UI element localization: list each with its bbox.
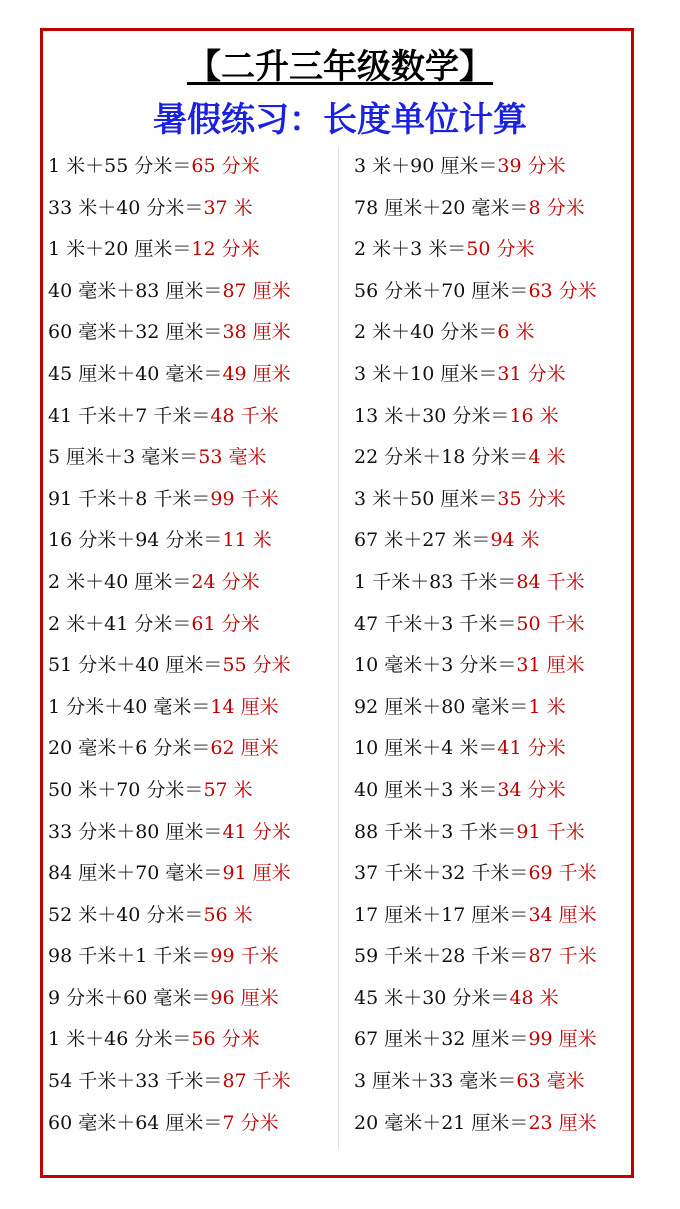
exercise-question: 10 毫米＋3 分米＝ [354, 654, 517, 677]
exercise-question: 22 分米＋18 分米＝ [354, 446, 529, 469]
exercise-answer: 8 分米 [528, 196, 585, 219]
exercise-answer: 63 毫米 [516, 1070, 585, 1093]
exercise-answer: 6 米 [497, 321, 535, 344]
exercise-answer: 7 分米 [222, 1111, 279, 1134]
exercise-question: 78 厘米＋20 毫米＝ [354, 196, 529, 219]
exercise-row [354, 729, 597, 771]
exercise-row [48, 605, 291, 647]
exercise-answer: 55 分米 [222, 654, 291, 677]
exercise-question: 60 毫米＋64 厘米＝ [48, 1111, 223, 1134]
left-exercise-column [48, 147, 291, 1145]
exercise-question: 98 千米＋1 千米＝ [48, 945, 211, 968]
exercise-row [354, 521, 597, 563]
exercise-row [354, 937, 597, 979]
exercise-row [354, 813, 597, 855]
exercise-row [48, 521, 291, 563]
exercise-row [354, 1020, 597, 1062]
exercise-row [48, 1020, 291, 1062]
exercise-question: 1 分米＋40 毫米＝ [48, 695, 211, 718]
exercise-answer: 84 千米 [516, 570, 585, 593]
column-divider [338, 148, 339, 1148]
exercise-answer: 99 厘米 [528, 1028, 597, 1051]
exercise-row [354, 272, 597, 314]
exercise-row [354, 397, 597, 439]
exercise-question: 1 千米＋83 千米＝ [354, 570, 517, 593]
exercise-row [354, 313, 597, 355]
exercise-row [354, 480, 597, 522]
exercise-question: 51 分米＋40 厘米＝ [48, 654, 223, 677]
exercise-question: 9 分米＋60 毫米＝ [48, 986, 211, 1009]
exercise-question: 47 千米＋3 千米＝ [354, 612, 517, 635]
exercise-answer: 41 分米 [497, 737, 566, 760]
exercise-question: 41 千米＋7 千米＝ [48, 404, 211, 427]
exercise-question: 67 厘米＋32 厘米＝ [354, 1028, 529, 1051]
exercise-question: 1 米＋55 分米＝ [48, 155, 192, 177]
exercise-answer: 37 米 [203, 196, 253, 219]
exercise-row [48, 480, 291, 522]
exercise-row [48, 563, 291, 605]
exercise-row [48, 313, 291, 355]
exercise-question: 45 厘米＋40 毫米＝ [48, 362, 223, 385]
exercise-question: 2 米＋40 分米＝ [354, 321, 498, 344]
exercise-question: 45 米＋30 分米＝ [354, 986, 510, 1009]
exercise-row [354, 605, 597, 647]
exercise-question: 33 分米＋80 厘米＝ [48, 820, 223, 843]
exercise-answer: 56 米 [203, 903, 253, 926]
exercise-answer: 96 厘米 [210, 986, 279, 1009]
exercise-answer: 16 米 [509, 404, 559, 427]
exercise-answer: 48 千米 [210, 404, 279, 427]
exercise-question: 84 厘米＋70 毫米＝ [48, 862, 223, 885]
exercise-answer: 31 厘米 [516, 654, 585, 677]
exercise-question: 33 米＋40 分米＝ [48, 196, 204, 219]
exercise-row [48, 937, 291, 979]
exercise-answer: 11 米 [222, 529, 272, 552]
exercise-answer: 91 千米 [516, 820, 585, 843]
exercise-answer: 4 米 [528, 446, 566, 469]
exercise-row [354, 189, 597, 231]
exercise-answer: 38 厘米 [222, 321, 291, 344]
exercise-question: 3 米＋50 厘米＝ [354, 487, 498, 510]
exercise-row [48, 397, 291, 439]
exercise-row [354, 854, 597, 896]
exercise-question: 60 毫米＋32 厘米＝ [48, 321, 223, 344]
exercise-question: 17 厘米＋17 厘米＝ [354, 903, 529, 926]
exercise-row [354, 979, 597, 1021]
exercise-row [48, 438, 291, 480]
exercise-answer: 87 千米 [222, 1070, 291, 1093]
exercise-row [48, 147, 291, 189]
exercise-question: 3 米＋10 厘米＝ [354, 362, 498, 385]
exercise-row [354, 688, 597, 730]
exercise-question: 91 千米＋8 千米＝ [48, 487, 211, 510]
exercise-question: 2 米＋40 厘米＝ [48, 570, 192, 593]
exercise-answer: 34 厘米 [528, 903, 597, 926]
exercise-row [48, 230, 291, 272]
exercise-question: 50 米＋70 分米＝ [48, 778, 204, 801]
exercise-question: 54 千米＋33 千米＝ [48, 1070, 223, 1093]
exercise-question: 20 毫米＋6 分米＝ [48, 737, 211, 760]
exercise-question: 59 千米＋28 千米＝ [354, 945, 529, 968]
exercise-row [48, 896, 291, 938]
page-title: 【二升三年级数学】 [187, 47, 493, 87]
exercise-row [48, 688, 291, 730]
exercise-question: 10 厘米＋4 米＝ [354, 737, 498, 760]
exercise-row [354, 147, 597, 189]
exercise-answer: 56 分米 [191, 1028, 260, 1051]
exercise-answer: 87 厘米 [222, 279, 291, 302]
exercise-question: 3 厘米＋33 毫米＝ [354, 1070, 517, 1093]
exercise-question: 52 米＋40 分米＝ [48, 903, 204, 926]
exercise-row [48, 771, 291, 813]
right-exercise-column [354, 147, 597, 1145]
exercise-question: 1 米＋46 分米＝ [48, 1028, 192, 1051]
exercise-answer: 99 千米 [210, 945, 279, 968]
exercise-question: 20 毫米＋21 厘米＝ [354, 1111, 529, 1134]
exercise-row [48, 854, 291, 896]
exercise-answer: 23 厘米 [528, 1111, 597, 1134]
exercise-question: 40 厘米＋3 米＝ [354, 778, 498, 801]
exercise-answer: 87 千米 [528, 945, 597, 968]
exercise-row [48, 1062, 291, 1104]
exercise-answer: 48 米 [509, 986, 559, 1009]
exercise-row [48, 272, 291, 314]
exercise-question: 2 米＋3 米＝ [354, 238, 467, 261]
exercise-row [48, 813, 291, 855]
exercise-answer: 99 千米 [210, 487, 279, 510]
exercise-row [48, 729, 291, 771]
exercise-row [354, 646, 597, 688]
exercise-answer: 34 分米 [497, 778, 566, 801]
exercise-row [354, 771, 597, 813]
page-subtitle: 暑假练习：长度单位计算 [153, 100, 527, 140]
exercise-row [354, 1062, 597, 1104]
exercise-question: 92 厘米＋80 毫米＝ [354, 695, 529, 718]
exercise-answer: 31 分米 [497, 362, 566, 385]
exercise-answer: 61 分米 [191, 612, 260, 635]
exercise-row [354, 230, 597, 272]
exercise-question: 16 分米＋94 分米＝ [48, 529, 223, 552]
exercise-question: 88 千米＋3 千米＝ [354, 820, 517, 843]
exercise-answer: 1 米 [528, 695, 566, 718]
exercise-row [354, 563, 597, 605]
exercise-question: 67 米＋27 米＝ [354, 529, 491, 552]
exercise-answer: 49 厘米 [222, 362, 291, 385]
exercise-question: 56 分米＋70 厘米＝ [354, 279, 529, 302]
exercise-answer: 63 分米 [528, 279, 597, 302]
exercise-row [354, 438, 597, 480]
exercise-row [48, 979, 291, 1021]
exercise-row [48, 646, 291, 688]
exercise-row [354, 896, 597, 938]
exercise-question: 40 毫米＋83 厘米＝ [48, 279, 223, 302]
exercise-question: 13 米＋30 分米＝ [354, 404, 510, 427]
exercise-row [48, 355, 291, 397]
exercise-answer: 53 毫米 [198, 446, 267, 469]
exercise-answer: 50 千米 [516, 612, 585, 635]
exercise-answer: 57 米 [203, 778, 253, 801]
exercise-row [48, 189, 291, 231]
exercise-question: 5 厘米＋3 毫米＝ [48, 446, 199, 469]
exercise-answer: 62 厘米 [210, 737, 279, 760]
exercise-answer: 41 分米 [222, 820, 291, 843]
exercise-question: 1 米＋20 厘米＝ [48, 238, 192, 261]
exercise-row [354, 1104, 597, 1146]
exercise-question: 2 米＋41 分米＝ [48, 612, 192, 635]
exercise-answer: 50 分米 [466, 238, 535, 261]
exercise-row [48, 1104, 291, 1146]
exercise-answer: 24 分米 [191, 570, 260, 593]
exercise-answer: 35 分米 [497, 487, 566, 510]
exercise-answer: 12 分米 [191, 238, 260, 261]
exercise-row [354, 355, 597, 397]
exercise-question: 3 米＋90 厘米＝ [354, 155, 498, 177]
exercise-answer: 94 米 [490, 529, 540, 552]
exercise-answer: 91 厘米 [222, 862, 291, 885]
exercise-question: 37 千米＋32 千米＝ [354, 862, 529, 885]
exercise-answer: 14 厘米 [210, 695, 279, 718]
exercise-answer: 65 分米 [191, 155, 260, 177]
exercise-answer: 39 分米 [497, 155, 566, 177]
exercise-answer: 69 千米 [528, 862, 597, 885]
